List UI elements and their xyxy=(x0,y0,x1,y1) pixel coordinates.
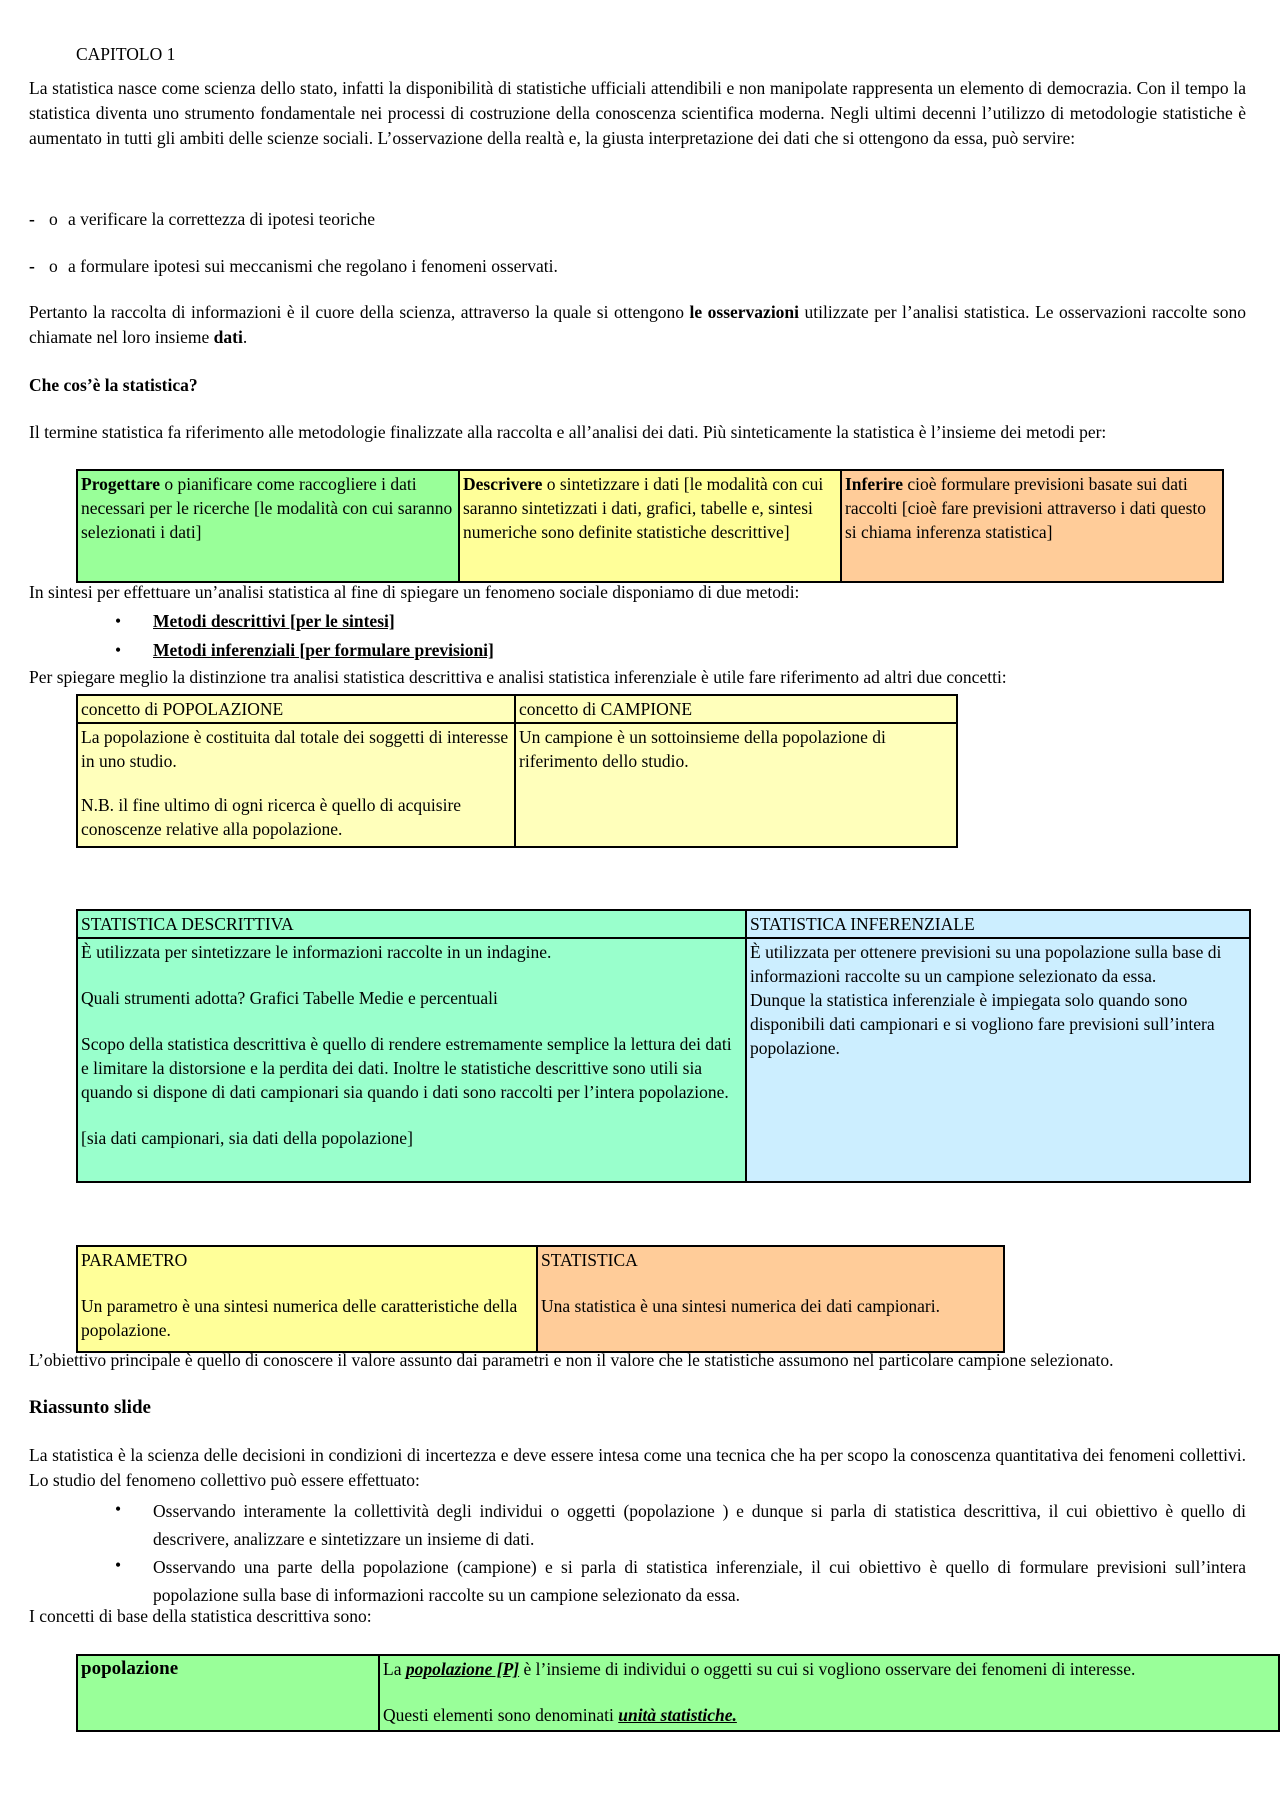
concept-table xyxy=(76,694,958,848)
concept-cell-population: La popolazione è costituita dal totale dei soggetti di interesse in uno studio. N.B. il fine ultimo di ogni ricerca è quello di acquisire conoscenze relative alla popolazione. xyxy=(77,723,515,847)
concept-header-population: concetto di POPOLAZIONE xyxy=(77,695,515,723)
stat-table xyxy=(76,909,1251,1183)
methods-cell-descrivere: Descrivere o sintetizzare i dati [le modalità con cui saranno sintetizzati i dati, grafici, tabelle e, sintesi numeriche sono definite statistiche descrittive] xyxy=(459,470,841,582)
population-table xyxy=(76,1654,1280,1732)
dash-item xyxy=(29,207,376,232)
summary-bullet-descriptive: Osservando interamente la collettività degli individui o oggetti (popolazione ) e dunque si parla di statistica descrittiva, il cui obiettivo è quello di descrivere, analizzare e sintetizzare un insieme di dati. xyxy=(153,1501,1246,1549)
method-inferential: Metodi inferenziali [per formulare previsioni] xyxy=(153,640,494,660)
question-heading: Che cos’è la statistica? xyxy=(29,375,198,395)
objective-paragraph: L’obiettivo principale è quello di conoscere il valore assunto dai parametri e non il valore che le statistiche assumono nel particolare campione selezionato. xyxy=(29,1350,1114,1370)
summary-heading: Riassunto slide xyxy=(29,1397,151,1418)
chapter-title: CAPITOLO 1 xyxy=(76,44,176,64)
dash-marker: - xyxy=(29,209,35,229)
methods-table xyxy=(76,469,1224,583)
concept-header-sample: concetto di CAMPIONE xyxy=(515,695,957,723)
observations-paragraph: Pertanto la raccolta di informazioni è il cuore della scienza, attraverso la quale si ottengono le osservazioni utilizzate per l’analisi statistica. Le osservazioni raccolte sono chiamate nel loro insieme dati. xyxy=(29,302,1246,347)
sintesi-paragraph: In sintesi per effettuare un’analisi statistica al fine di spiegare un fenomeno sociale disponiamo di due metodi: xyxy=(29,582,800,602)
methods-cell-inferire: Inferire cioè formulare previsioni basate sui dati raccolti [cioè fare previsioni attraverso i dati questo si chiama inferenza statistica] xyxy=(841,470,1223,582)
methods-cell-progettare: Progettare o pianificare come raccogliere i dati necessari per le ricerche [le modalità con cui saranno selezionati i dati] xyxy=(77,470,459,582)
definition-paragraph: Il termine statistica fa riferimento alle metodologie finalizzate alla raccolta e all’analisi dei dati. Più sinteticamente la statistica è l’insieme dei metodi per: xyxy=(29,422,1107,442)
dash-item xyxy=(29,254,558,279)
method-descriptive: Metodi descrittivi [per le sintesi] xyxy=(153,611,395,631)
stat-cell-inferential: È utilizzata per ottenere previsioni su una popolazione sulla base di informazioni raccolte su un campione selezionato da essa. Dunque la statistica inferenziale è impiegata solo quando sono disponibili dati campionari e si vogliono fare previsioni sull’intera popolazione. xyxy=(746,938,1250,1182)
dash-marker: - xyxy=(29,256,35,276)
circle-marker: o xyxy=(49,256,58,276)
dash-item-text: a formulare ipotesi sui meccanismi che regolano i fenomeni osservati. xyxy=(68,256,558,276)
bullet-icon: • xyxy=(115,1555,122,1575)
stat-header-inferential: STATISTICA INFERENZIALE xyxy=(746,910,1250,938)
statistic-cell: STATISTICA Una statistica è una sintesi numerica dei dati campionari. xyxy=(537,1246,1004,1352)
stat-cell-descriptive: È utilizzata per sintetizzare le informazioni raccolte in un indagine. Quali strumenti adotta? Grafici Tabelle Medie e percentuali Scopo della statistica descrittiva è quello di rendere estremamente semplice la lettura dei dati e limitare la distorsione e la perdita dei dati. Inoltre le statistiche descrittive sono utili sia quando si dispone di dati campionari sia quando i dati sono raccolti per l’intera popolazione. [sia dati campionari, sia dati della popolazione] xyxy=(77,938,746,1182)
parameter-cell: PARAMETRO Un parametro è una sintesi numerica delle caratteristiche della popolazione. xyxy=(77,1246,537,1352)
parameter-table xyxy=(76,1245,1005,1353)
summary-bullet-inferential: Osservando una parte della popolazione (campione) e si parla di statistica inferenziale, il cui obiettivo è quello di formulare previsioni sull’intera popolazione sulla base di informazioni raccolte su un campione selezionato da essa. xyxy=(153,1557,1246,1605)
population-term-cell: popolazione xyxy=(77,1655,379,1731)
circle-marker: o xyxy=(49,209,58,229)
bullet-icon: • xyxy=(115,640,122,660)
stat-header-descriptive: STATISTICA DESCRITTIVA xyxy=(77,910,746,938)
intro-paragraph: La statistica nasce come scienza dello stato, infatti la disponibilità di statistiche ufficiali attendibili e non manipolate rappresenta un elemento di democrazia. Con il tempo la statistica diventa uno strumento fondamentale nei processi di costruzione della conoscenza scientifica moderna. Negli ultimi decenni l’utilizzo di metodologie statistiche è aumentato in tutti gli ambiti delle scienze sociali. L’osservazione della realtà e, la giusta interpretazione dei dati che si ottengono da essa, può servire: xyxy=(29,78,1246,148)
concept-cell-sample: Un campione è un sottoinsieme della popolazione di riferimento dello studio. xyxy=(515,723,957,847)
bullet-icon: • xyxy=(115,611,122,631)
population-definition-cell: La popolazione [P] è l’insieme di individui o oggetti su cui si vogliono osservare dei fenomeni di interesse. Questi elementi sono denominati unità statistiche. xyxy=(379,1655,1279,1731)
bullet-icon: • xyxy=(115,1499,122,1519)
dash-item-text: a verificare la correttezza di ipotesi teoriche xyxy=(68,209,376,229)
distinction-paragraph: Per spiegare meglio la distinzione tra analisi statistica descrittiva e analisi statistica inferenziale è utile fare riferimento ad altri due concetti: xyxy=(29,667,1007,687)
base-concepts-paragraph: I concetti di base della statistica descrittiva sono: xyxy=(29,1606,372,1626)
summary-intro: La statistica è la scienza delle decisioni in condizioni di incertezza e deve essere intesa come una tecnica che ha per scopo la conoscenza quantitativa dei fenomeni collettivi. Lo studio del fenomeno collettivo può essere effettuato: xyxy=(29,1445,1246,1490)
